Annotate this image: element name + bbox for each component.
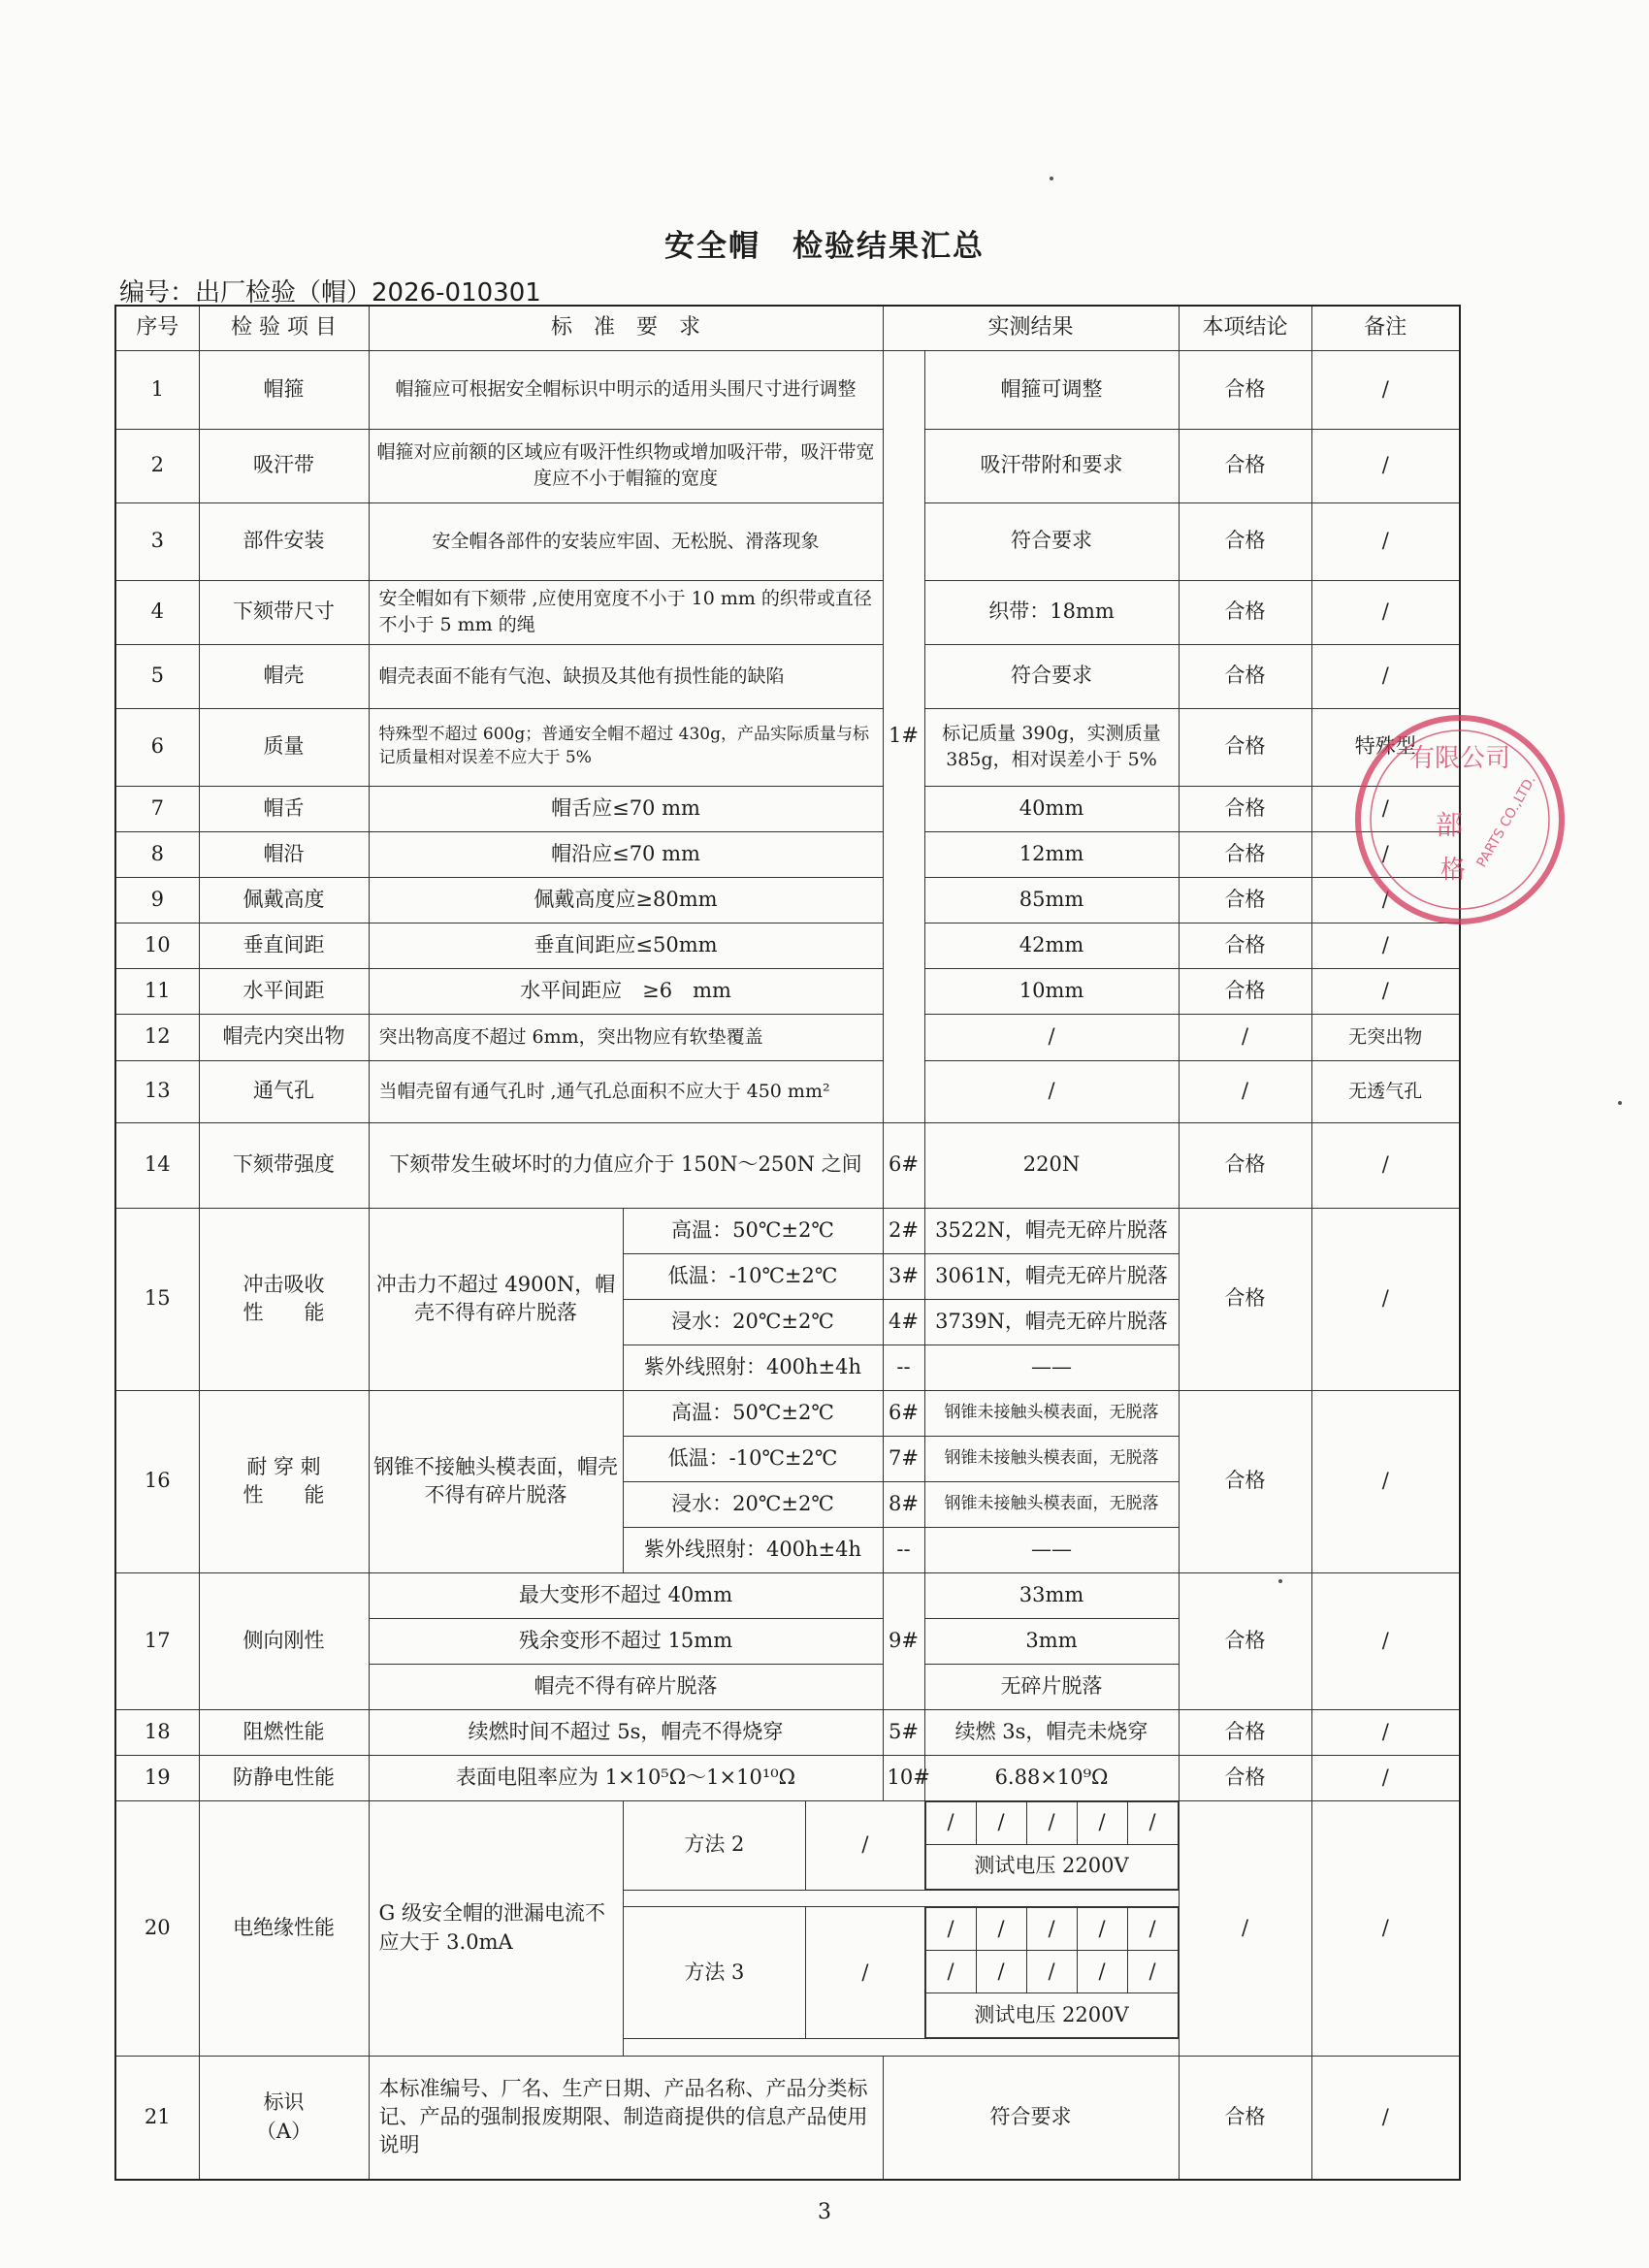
row-item: 帽舌	[199, 786, 369, 831]
row-conclusion: 合格	[1179, 350, 1311, 429]
table-row	[115, 1390, 1460, 1436]
row-result: /	[924, 1060, 1179, 1122]
row-result: 10mm	[924, 968, 1179, 1014]
table-row	[115, 1122, 1460, 1208]
row-result: 符合要求	[883, 2056, 1179, 2180]
row-number: 2	[115, 429, 199, 502]
row-conclusion: /	[1179, 1060, 1311, 1122]
row-item: 标识 （A）	[199, 2056, 369, 2180]
sample-number: 6#	[883, 1122, 924, 1208]
table-row	[115, 786, 1460, 831]
sample-number: 6#	[883, 1390, 924, 1436]
table-row	[115, 1208, 1460, 1253]
row-conclusion: 合格	[1179, 644, 1311, 708]
reading-cell: /	[925, 1801, 976, 1844]
row-item: 冲击吸收 性 能	[199, 1208, 369, 1390]
row-standard: 最大变形不超过 40mm	[369, 1572, 883, 1618]
sample-number: 10#	[883, 1755, 924, 1800]
scan-speck	[1278, 1579, 1282, 1583]
row-item: 吸汗带	[199, 429, 369, 502]
row-result: ——	[924, 1527, 1179, 1572]
row-standard: 表面电阻率应为 1×10⁵Ω～1×10¹⁰Ω	[369, 1755, 883, 1800]
row-remark: /	[1311, 1709, 1460, 1755]
svg-text:格: 格	[1440, 856, 1467, 885]
table-row	[115, 580, 1460, 644]
row-item: 帽壳内突出物	[199, 1014, 369, 1060]
row-remark: /	[1311, 2056, 1460, 2180]
row-conclusion: 合格	[1179, 786, 1311, 831]
test-condition: 浸水：20℃±2℃	[623, 1481, 883, 1527]
reading-cell: /	[976, 1951, 1026, 1993]
row-item: 电绝缘性能	[199, 1800, 369, 2056]
header-standard: 标 准 要 求	[369, 306, 883, 350]
sample-number: 3#	[883, 1253, 924, 1299]
row-number: 5	[115, 644, 199, 708]
row-conclusion: 合格	[1179, 831, 1311, 877]
row-conclusion: /	[1179, 1800, 1311, 2056]
row-number: 9	[115, 877, 199, 923]
row-item: 帽壳	[199, 644, 369, 708]
row-conclusion: 合格	[1179, 429, 1311, 502]
row-remark: 无透气孔	[1311, 1060, 1460, 1122]
table-row	[115, 1060, 1460, 1122]
table-row	[115, 877, 1460, 923]
svg-text:PARTS CO.,LTD.: PARTS CO.,LTD.	[1473, 772, 1539, 870]
row-number: 13	[115, 1060, 199, 1122]
row-remark: /	[1311, 580, 1460, 644]
row-standard: 残余变形不超过 15mm	[369, 1618, 883, 1664]
row-result: 3mm	[924, 1618, 1179, 1664]
row-item: 通气孔	[199, 1060, 369, 1122]
table-row	[115, 1755, 1460, 1800]
header-remark: 备注	[1311, 306, 1460, 350]
row-result: 40mm	[924, 786, 1179, 831]
table-row	[115, 502, 1460, 580]
row-result: 85mm	[924, 877, 1179, 923]
method-3-label: 方法 3	[624, 1907, 806, 2038]
method-3-results	[924, 1907, 1179, 2039]
method-3-cell	[623, 1907, 924, 2039]
header-item: 检 验 项 目	[199, 306, 369, 350]
row-standard: 安全帽如有下颏带 ,应使用宽度不小于 10 mm 的织带或直径不小于 5 mm 的绳	[369, 580, 883, 644]
sample-number: --	[883, 1345, 924, 1390]
row-item: 部件安装	[199, 502, 369, 580]
row-remark: /	[1311, 1572, 1460, 1709]
row-result: 3522N，帽壳无碎片脱落	[924, 1208, 1179, 1253]
table-row	[115, 968, 1460, 1014]
row-item: 防静电性能	[199, 1755, 369, 1800]
sample-number: 9#	[883, 1572, 924, 1709]
test-condition: 低温：-10℃±2℃	[623, 1253, 883, 1299]
table-row	[115, 831, 1460, 877]
row-standard: 冲击力不超过 4900N，帽壳不得有碎片脱落	[369, 1208, 623, 1390]
table-row	[115, 1800, 1460, 1890]
row-remark: /	[1311, 1755, 1460, 1800]
sample-number: 7#	[883, 1436, 924, 1481]
row-remark: /	[1311, 923, 1460, 968]
sample-number: 1#	[883, 350, 924, 1122]
row-standard: 续燃时间不超过 5s，帽壳不得烧穿	[369, 1709, 883, 1755]
row-number: 19	[115, 1755, 199, 1800]
row-conclusion: 合格	[1179, 708, 1311, 786]
row-item: 质量	[199, 708, 369, 786]
row-result: 吸汗带附和要求	[924, 429, 1179, 502]
row-result: 符合要求	[924, 644, 1179, 708]
sample-number: 8#	[883, 1481, 924, 1527]
row-conclusion: 合格	[1179, 1208, 1311, 1390]
svg-text:部: 部	[1436, 809, 1464, 841]
row-number: 1	[115, 350, 199, 429]
reading-cell: /	[1127, 1908, 1178, 1951]
row-standard: 佩戴高度应≥80mm	[369, 877, 883, 923]
row-number: 18	[115, 1709, 199, 1755]
row-conclusion: /	[1179, 1014, 1311, 1060]
row-number: 14	[115, 1122, 199, 1208]
reading-cell: /	[1077, 1908, 1127, 1951]
row-result: 钢锥未接触头模表面，无脱落	[924, 1481, 1179, 1527]
row-standard: 帽壳不得有碎片脱落	[369, 1664, 883, 1709]
row-standard: 安全帽各部件的安装应牢固、无松脱、滑落现象	[369, 502, 883, 580]
row-number: 17	[115, 1572, 199, 1709]
row-result: 6.88×10⁹Ω	[924, 1755, 1179, 1800]
row-number: 7	[115, 786, 199, 831]
row-conclusion: 合格	[1179, 502, 1311, 580]
row-item: 下颏带强度	[199, 1122, 369, 1208]
method-2-results	[924, 1800, 1179, 1890]
row-remark: /	[1311, 831, 1460, 877]
row-number: 21	[115, 2056, 199, 2180]
test-condition: 紫外线照射：400h±4h	[623, 1527, 883, 1572]
row-conclusion: 合格	[1179, 923, 1311, 968]
row-result: 标记质量 390g，实测质量 385g，相对误差小于 5%	[924, 708, 1179, 786]
method-2-label: 方法 2	[624, 1801, 806, 1890]
row-standard: 本标准编号、厂名、生产日期、产品名称、产品分类标记、产品的强制报废期限、制造商提供的信息产品使用说明	[369, 2056, 883, 2180]
table-row	[115, 1572, 1460, 1618]
row-remark: /	[1311, 429, 1460, 502]
scan-speck	[1618, 1101, 1622, 1105]
row-result: 42mm	[924, 923, 1179, 968]
row-number: 10	[115, 923, 199, 968]
test-condition: 紫外线照射：400h±4h	[623, 1345, 883, 1390]
test-condition: 高温：50℃±2℃	[623, 1390, 883, 1436]
header-conclusion: 本项结论	[1179, 306, 1311, 350]
row-remark: 无突出物	[1311, 1014, 1460, 1060]
row-remark: /	[1311, 968, 1460, 1014]
svg-text:有限公司: 有限公司	[1408, 744, 1511, 773]
table-row	[115, 1709, 1460, 1755]
row-item: 水平间距	[199, 968, 369, 1014]
row-remark: /	[1311, 350, 1460, 429]
row-remark: 特殊型	[1311, 708, 1460, 786]
header-seq: 序号	[115, 306, 199, 350]
row-item: 佩戴高度	[199, 877, 369, 923]
row-result: 220N	[924, 1122, 1179, 1208]
page-number: 3	[818, 2200, 831, 2224]
row-standard: 突出物高度不超过 6mm，突出物应有软垫覆盖	[369, 1014, 883, 1060]
page-title: 安全帽 检验结果汇总	[664, 229, 985, 264]
row-item: 帽沿	[199, 831, 369, 877]
row-result: 符合要求	[924, 502, 1179, 580]
scan-speck	[1050, 177, 1053, 180]
row-remark: /	[1311, 644, 1460, 708]
method-2-cell	[623, 1800, 924, 1890]
row-result: 钢锥未接触头模表面，无脱落	[924, 1436, 1179, 1481]
row-standard: 帽箍应可根据安全帽标识中明示的适用头围尺寸进行调整	[369, 350, 883, 429]
reading-cell: /	[1026, 1801, 1077, 1844]
reading-cell: /	[976, 1801, 1026, 1844]
table-row	[115, 429, 1460, 502]
row-standard: 帽沿应≤70 mm	[369, 831, 883, 877]
row-standard: 帽壳表面不能有气泡、缺损及其他有损性能的缺陷	[369, 644, 883, 708]
row-number: 11	[115, 968, 199, 1014]
row-conclusion: 合格	[1179, 1122, 1311, 1208]
row-result: /	[924, 1014, 1179, 1060]
table-row	[115, 350, 1460, 429]
method-3-sample: /	[861, 1960, 869, 1984]
row-result: ——	[924, 1345, 1179, 1390]
row-result: 3739N，帽壳无碎片脱落	[924, 1299, 1179, 1345]
row-result: 3061N，帽壳无碎片脱落	[924, 1253, 1179, 1299]
row-result: 续燃 3s，帽壳未烧穿	[924, 1709, 1179, 1755]
row-item: 阻燃性能	[199, 1709, 369, 1755]
row-result: 帽箍可调整	[924, 350, 1179, 429]
reading-cell: /	[1026, 1908, 1077, 1951]
row-result: 织带：18mm	[924, 580, 1179, 644]
row-conclusion: 合格	[1179, 580, 1311, 644]
table-row	[115, 708, 1460, 786]
reading-cell: /	[1077, 1951, 1127, 1993]
table-row	[115, 923, 1460, 968]
reading-cell: /	[1127, 1951, 1178, 1993]
inspection-table	[114, 305, 1464, 2181]
row-remark: /	[1311, 1122, 1460, 1208]
reading-cell: /	[925, 1951, 976, 1993]
table-row	[115, 2056, 1460, 2180]
row-item: 下颏带尺寸	[199, 580, 369, 644]
sample-number: --	[883, 1527, 924, 1572]
row-number: 15	[115, 1208, 199, 1390]
test-condition: 高温：50℃±2℃	[623, 1208, 883, 1253]
row-standard: 当帽壳留有通气孔时 ,通气孔总面积不应大于 450 mm²	[369, 1060, 883, 1122]
row-standard: 水平间距应 ≥6 mm	[369, 968, 883, 1014]
row-conclusion: 合格	[1179, 1709, 1311, 1755]
reading-cell: /	[976, 1908, 1026, 1951]
reading-cell: /	[1026, 1951, 1077, 1993]
row-number: 4	[115, 580, 199, 644]
row-result: 无碎片脱落	[924, 1664, 1179, 1709]
row-remark: /	[1311, 1390, 1460, 1572]
header-result: 实测结果	[883, 306, 1179, 350]
row-number: 6	[115, 708, 199, 786]
row-remark: /	[1311, 1208, 1460, 1390]
row-conclusion: 合格	[1179, 1390, 1311, 1572]
row-result: 12mm	[924, 831, 1179, 877]
row-conclusion: 合格	[1179, 1755, 1311, 1800]
row-number: 20	[115, 1800, 199, 2056]
row-number: 3	[115, 502, 199, 580]
reading-cell: /	[925, 1908, 976, 1951]
table-header-row	[115, 306, 1460, 350]
row-number: 12	[115, 1014, 199, 1060]
row-item: 帽箍	[199, 350, 369, 429]
row-standard: 帽舌应≤70 mm	[369, 786, 883, 831]
test-condition: 浸水：20℃±2℃	[623, 1299, 883, 1345]
reading-cell: /	[1127, 1801, 1178, 1844]
row-result: 33mm	[924, 1572, 1179, 1618]
table-row	[115, 1014, 1460, 1060]
table-row	[115, 644, 1460, 708]
row-number: 8	[115, 831, 199, 877]
row-conclusion: 合格	[1179, 968, 1311, 1014]
test-condition: 低温：-10℃±2℃	[623, 1436, 883, 1481]
method-2-sample: /	[861, 1832, 869, 1857]
row-standard: 钢锥不接触头模表面，帽壳不得有碎片脱落	[369, 1390, 623, 1572]
document-number: 编号：出厂检验（帽）2026-010301	[119, 278, 541, 308]
row-remark: /	[1311, 877, 1460, 923]
row-result: 钢锥未接触头模表面，无脱落	[924, 1390, 1179, 1436]
row-number: 16	[115, 1390, 199, 1572]
row-conclusion: 合格	[1179, 1572, 1311, 1709]
row-standard: 垂直间距应≤50mm	[369, 923, 883, 968]
test-voltage: 测试电压 2200V	[925, 1993, 1178, 2038]
row-standard: 下颏带发生破坏时的力值应介于 150N～250N 之间	[369, 1122, 883, 1208]
sample-number: 2#	[883, 1208, 924, 1253]
row-standard: 帽箍对应前额的区域应有吸汗性织物或增加吸汗带，吸汗带宽度应不小于帽箍的宽度	[369, 429, 883, 502]
test-voltage: 测试电压 2200V	[925, 1844, 1178, 1889]
row-standard: G 级安全帽的泄漏电流不应大于 3.0mA	[369, 1800, 623, 2056]
reading-cell: /	[1077, 1801, 1127, 1844]
row-item: 侧向刚性	[199, 1572, 369, 1709]
row-standard: 特殊型不超过 600g；普通安全帽不超过 430g，产品实际质量与标记质量相对误差不应大于 5%	[369, 708, 883, 786]
row-remark: /	[1311, 1800, 1460, 2056]
sample-number: 4#	[883, 1299, 924, 1345]
row-remark: /	[1311, 502, 1460, 580]
row-conclusion: 合格	[1179, 877, 1311, 923]
row-item: 耐 穿 刺 性 能	[199, 1390, 369, 1572]
row-item: 垂直间距	[199, 923, 369, 968]
row-remark: /	[1311, 786, 1460, 831]
row-conclusion: 合格	[1179, 2056, 1311, 2180]
sample-number: 5#	[883, 1709, 924, 1755]
